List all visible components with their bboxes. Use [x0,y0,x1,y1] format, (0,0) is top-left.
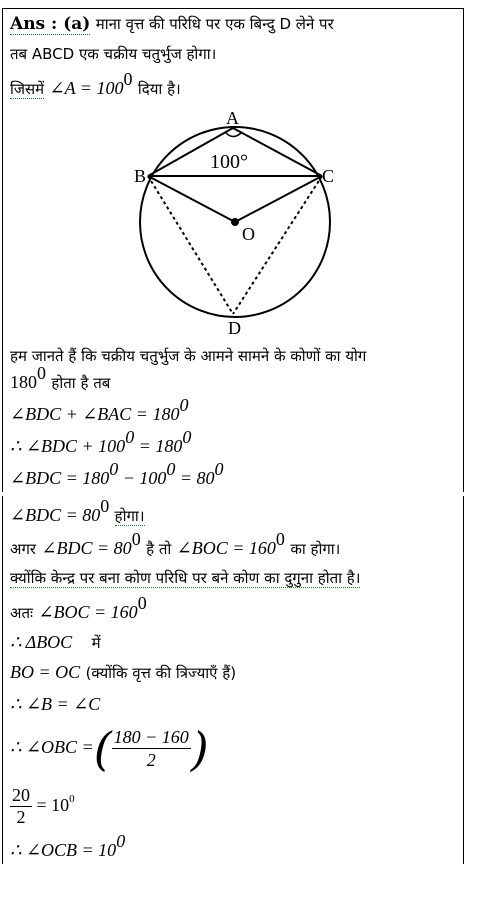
equation-1-sup: 0 [179,395,189,415]
answer-line-3 [10,69,181,99]
answer-line-1 [10,14,334,34]
dotted-cd [233,176,322,314]
equation-11-numerator: 20 [12,785,30,806]
equation-9 [10,694,100,714]
equation-6-sup: 0 [137,593,147,613]
angle-arc-a [226,133,241,137]
equation-10-denominator: 2 [146,750,156,771]
para-line-1 [10,346,366,366]
equation-11-sup: 0 [69,793,75,805]
equation-10-numerator: 180 − 160 [113,727,189,748]
equation-4-text: ∠BDC = 80 [10,505,101,525]
equation-2-sup-1: 0 [125,427,135,447]
equation-1 [10,395,189,424]
equation-4-hindi: होगा। [114,507,145,525]
equation-8-math: BO = OC [10,662,81,682]
equation-2-mid: = 180 [134,436,183,456]
equation-9-text: ∴ ∠B = ∠C [10,694,101,714]
equation-7 [10,632,101,653]
equation-11-fraction [10,785,32,828]
equation-10-pre: ∴ ∠OBC = [10,737,94,757]
label-o: O [242,224,255,244]
equation-3-text: ∠BDC = 180 [10,468,110,488]
center-point [231,218,239,226]
para-line-1-text: हम जानते हैं कि चक्रीय चतुर्भुज के आमने सामने के कोणों का योग [10,347,367,365]
equation-3-mid-1: − 100 [118,468,167,488]
equation-2-text: ∴ ∠BDC + 100 [10,436,126,456]
label-c: C [322,166,335,186]
answer-line-3-post: दिया है। [137,80,181,98]
frame-top-border [2,8,464,9]
reason-text: क्योंकि केन्द्र पर बना कोण परिधि पर बने कोण का दुगुना होता है। [10,569,361,587]
equation-3-sup-3: 0 [214,459,224,479]
left-paren: ( [93,721,112,776]
equation-5-math-1: ∠BDC = 80 [41,538,132,558]
equation-5-pre: अगर [10,540,37,558]
answer-label: Ans : (a) [10,14,91,34]
equation-6-math: ∠BOC = 160 [38,602,138,622]
equation-6 [10,593,147,623]
equation-7-hindi: में [91,634,101,652]
equation-4-sup: 0 [100,496,110,516]
para-line-2-text: होता है तब [51,374,111,392]
equation-10 [10,721,209,776]
right-paren: ) [190,721,209,776]
equation-4 [10,496,145,526]
para-line-2-num: 180 [10,372,37,392]
equation-7-math: ∴ ΔBOC [10,632,73,652]
equation-11-denominator: 2 [16,807,26,828]
equation-10-fraction [112,726,191,771]
equation-8-hindi: (क्योंकि वृत्त की त्रिज्याएँ हैं) [85,664,237,682]
frame-right-border-lower [463,496,464,864]
cyclic-quadrilateral-figure [0,104,490,344]
equation-2-sup-2: 0 [182,427,192,447]
label-b: B [134,166,147,186]
answer-line-1-text: माना वृत्त की परिधि पर एक बिन्दु D लेने पर [95,15,334,33]
given-angle-a-sup: 0 [123,69,133,89]
equation-12 [10,831,126,860]
equation-2 [10,427,192,456]
equation-5-mid: है तो [146,540,172,558]
para-line-2 [10,363,111,393]
given-angle-a: ∠A = 100 [49,78,124,98]
equation-1-text: ∠BDC + ∠BAC = 180 [10,404,180,424]
para-line-2-sup: 0 [37,363,46,383]
radius-oc [235,176,322,222]
equation-5-sup-1: 0 [131,529,141,549]
equation-5-sup-2: 0 [275,529,285,549]
equation-12-sup: 0 [116,831,126,851]
answer-line-2-text: तब ABCD एक चक्रीय चतुर्भुज होगा। [10,45,217,63]
label-a: A [226,108,239,128]
equation-12-text: ∴ ∠OCB = 10 [10,840,117,860]
equation-5 [10,529,341,559]
equation-5-post: का होगा। [290,540,341,558]
answer-line-2 [10,44,216,64]
equation-6-pre: अतः [10,604,34,622]
label-d: D [228,318,241,338]
equation-11 [10,782,75,828]
equation-3-mid-2: = 80 [175,468,215,488]
reason-line [10,568,360,588]
dotted-bd [148,176,233,314]
frame-left-border-lower [2,496,3,864]
equation-3-sup-1: 0 [109,459,119,479]
answer-line-3-pre: जिसमें [10,80,45,98]
equation-11-mid: = 10 [36,795,70,815]
equation-3-sup-2: 0 [166,459,176,479]
angle-label: 100° [210,151,248,173]
equation-3 [10,459,224,488]
equation-8 [10,662,236,683]
equation-5-math-2: ∠BOC = 160 [176,538,276,558]
